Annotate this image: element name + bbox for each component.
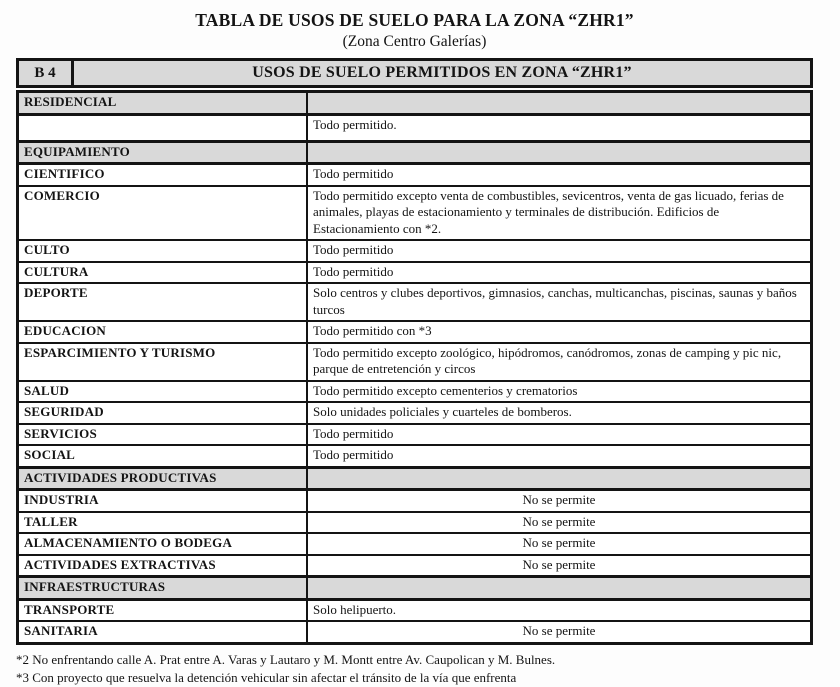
table-row <box>18 262 812 284</box>
row-label: SEGURIDAD <box>18 402 308 424</box>
land-use-table-body <box>18 92 812 644</box>
footnote-3: *3 Con proyecto que resuelva la detención vehicular sin afectar el tránsito de la vía que enfrenta <box>16 669 517 685</box>
table-row <box>18 321 812 343</box>
table-row <box>18 381 812 403</box>
row-label: EDUCACION <box>18 321 308 343</box>
row-label: CULTURA <box>18 262 308 284</box>
row-value: No se permite <box>307 533 812 555</box>
table-row <box>18 283 812 321</box>
table-row <box>18 141 812 164</box>
row-value <box>307 92 812 115</box>
row-value: Solo unidades policiales y cuarteles de bomberos. <box>307 402 812 424</box>
table-row <box>18 512 812 534</box>
row-label: DEPORTE <box>18 283 308 321</box>
header-code-cell: B 4 <box>19 61 74 85</box>
row-value <box>307 141 812 164</box>
row-label: TRANSPORTE <box>18 599 308 621</box>
row-label: RESIDENCIAL <box>18 92 308 115</box>
footnote-2: *2 No enfrentando calle A. Prat entre A. Varas y Lautaro y M. Montt entre Av. Caupolican y M. Bulnes. <box>16 651 556 667</box>
row-value <box>307 467 812 490</box>
row-label: ALMACENAMIENTO O BODEGA <box>18 533 308 555</box>
row-label: INFRAESTRUCTURAS <box>18 577 308 600</box>
table-row <box>18 186 812 241</box>
row-label: TALLER <box>18 512 308 534</box>
row-label: SOCIAL <box>18 445 308 467</box>
table-row <box>18 621 812 643</box>
row-label: EQUIPAMIENTO <box>18 141 308 164</box>
header-title-cell: USOS DE SUELO PERMITIDOS EN ZONA “ZHR1” <box>252 64 632 81</box>
row-label: ACTIVIDADES PRODUCTIVAS <box>18 467 308 490</box>
row-value <box>307 577 812 600</box>
row-value: Todo permitido excepto zoológico, hipódromos, canódromos, zonas de camping y pic nic, parque de entretención y circos <box>307 343 812 381</box>
row-value: Todo permitido <box>307 262 812 284</box>
row-label: SALUD <box>18 381 308 403</box>
row-value: Todo permitido <box>307 240 812 262</box>
row-value: Todo permitido excepto venta de combustibles, sevicentros, venta de gas licuado, ferias de animales, playas de estacionamiento y terminales de distribución. Edificios de Estacionamiento con *2. <box>307 186 812 241</box>
row-value: Solo centros y clubes deportivos, gimnasios, canchas, multicanchas, piscinas, saunas y baños turcos <box>307 283 812 321</box>
row-value: Todo permitido <box>307 445 812 467</box>
table-row <box>18 533 812 555</box>
row-value: Todo permitido <box>307 424 812 446</box>
row-label <box>18 114 308 141</box>
table-row <box>18 490 812 512</box>
table-row <box>18 114 812 141</box>
row-value: Todo permitido. <box>307 114 812 141</box>
page-subtitle: (Zona Centro Galerías) <box>342 33 487 50</box>
row-value: No se permite <box>307 490 812 512</box>
row-value: No se permite <box>307 512 812 534</box>
row-label: SANITARIA <box>18 621 308 643</box>
row-value: No se permite <box>307 621 812 643</box>
table-row <box>18 445 812 467</box>
row-label: CULTO <box>18 240 308 262</box>
table-row <box>18 402 812 424</box>
table-row <box>18 555 812 577</box>
table-row <box>18 599 812 621</box>
row-value: Todo permitido con *3 <box>307 321 812 343</box>
table-header-band <box>16 58 813 88</box>
row-value: Todo permitido excepto cementerios y crematorios <box>307 381 812 403</box>
table-row <box>18 577 812 600</box>
footnotes <box>16 651 813 687</box>
row-label: ACTIVIDADES EXTRACTIVAS <box>18 555 308 577</box>
row-label: ESPARCIMIENTO Y TURISMO <box>18 343 308 381</box>
table-row <box>18 92 812 115</box>
row-label: INDUSTRIA <box>18 490 308 512</box>
table-row <box>18 240 812 262</box>
row-value: Solo helipuerto. <box>307 599 812 621</box>
table-row <box>18 467 812 490</box>
land-use-table <box>16 90 813 645</box>
row-label: SERVICIOS <box>18 424 308 446</box>
row-label: COMERCIO <box>18 186 308 241</box>
row-label: CIENTIFICO <box>18 164 308 186</box>
row-value: Todo permitido <box>307 164 812 186</box>
table-row <box>18 343 812 381</box>
row-value: No se permite <box>307 555 812 577</box>
table-row <box>18 164 812 186</box>
page-title: TABLA DE USOS DE SUELO PARA LA ZONA “ZHR1” <box>195 10 634 30</box>
table-row <box>18 424 812 446</box>
